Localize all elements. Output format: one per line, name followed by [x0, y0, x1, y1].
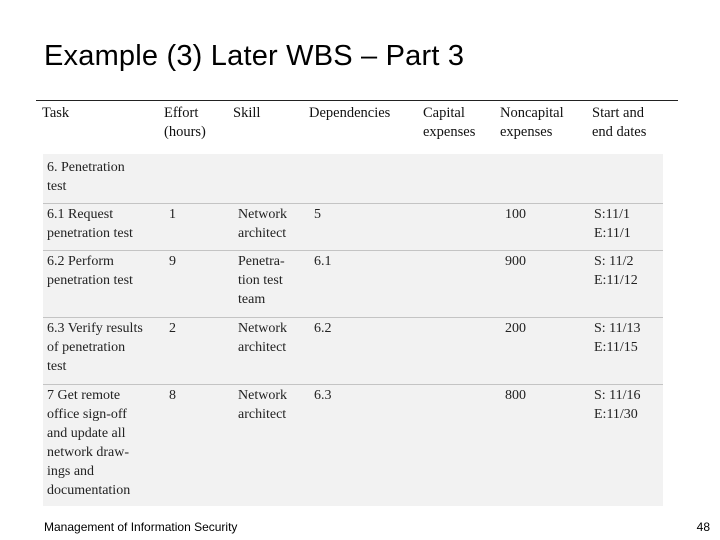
cell-line: penetration test	[47, 273, 133, 288]
cell-skill	[238, 319, 287, 357]
cell-line: penetration test	[47, 226, 133, 241]
cell-start-end-dates	[594, 386, 641, 424]
cell-line: 6.3 Verify results	[47, 321, 143, 336]
header-line: (hours)	[164, 124, 206, 140]
header-task	[42, 104, 69, 123]
cell-line: S: 11/13	[594, 321, 641, 336]
header-start-end-dates	[592, 104, 646, 142]
cell-line: Network	[238, 388, 287, 403]
cell-line: 8	[169, 388, 176, 403]
cell-line: 900	[505, 254, 526, 269]
cell-line: architect	[238, 340, 287, 355]
header-effort	[164, 104, 206, 142]
cell-noncapital-expenses	[505, 252, 526, 271]
cell-line: 7 Get remote	[47, 388, 121, 403]
cell-line: ings and	[47, 464, 95, 479]
row-divider	[43, 384, 663, 385]
cell-line: S: 11/16	[594, 388, 641, 403]
cell-task	[47, 319, 143, 376]
cell-line: E:11/15	[594, 340, 638, 355]
header-line: end dates	[592, 124, 647, 140]
cell-line: 800	[505, 388, 526, 403]
header-line: Task	[42, 105, 70, 121]
cell-line: network draw-	[47, 445, 130, 460]
cell-line: 9	[169, 254, 176, 269]
header-line: Skill	[233, 105, 261, 121]
table-top-rule	[36, 100, 678, 101]
header-line: Start and	[592, 105, 644, 121]
cell-line: 1	[169, 207, 176, 222]
cell-dependencies	[314, 319, 332, 338]
page-number: 48	[696, 520, 710, 534]
cell-line: 100	[505, 207, 526, 222]
row-divider	[43, 250, 663, 251]
cell-effort	[169, 319, 176, 338]
cell-noncapital-expenses	[505, 386, 526, 405]
cell-line: E:11/30	[594, 407, 638, 422]
header-noncapital-expenses	[500, 104, 564, 142]
cell-dependencies	[314, 252, 332, 271]
cell-line: Penetra-	[238, 254, 285, 269]
table-header-row	[36, 104, 678, 154]
header-line: expenses	[423, 124, 476, 140]
cell-skill	[238, 386, 287, 424]
cell-line: 200	[505, 321, 526, 336]
cell-line: E:11/12	[594, 273, 638, 288]
cell-line: S:11/1	[594, 207, 631, 222]
cell-line: Network	[238, 207, 287, 222]
header-line: Capital	[423, 105, 465, 121]
row-divider	[43, 317, 663, 318]
cell-line: architect	[238, 226, 287, 241]
cell-line: 6.2 Perform	[47, 254, 114, 269]
cell-start-end-dates	[594, 205, 631, 243]
cell-line: of penetration	[47, 340, 126, 355]
cell-line: 5	[314, 207, 321, 222]
header-line: Effort	[164, 105, 199, 121]
cell-task	[47, 205, 133, 243]
cell-noncapital-expenses	[505, 205, 526, 224]
header-capital-expenses	[423, 104, 475, 142]
cell-line: test	[47, 179, 67, 194]
cell-dependencies	[314, 205, 321, 224]
cell-effort	[169, 252, 176, 271]
wbs-table	[36, 100, 678, 506]
cell-line: and update all	[47, 426, 126, 441]
cell-line: Network	[238, 321, 287, 336]
header-line: Noncapital	[500, 105, 564, 121]
cell-line: office sign-off	[47, 407, 127, 422]
slide-title: Example (3) Later WBS – Part 3	[44, 40, 465, 72]
cell-line: S: 11/2	[594, 254, 634, 269]
cell-line: documentation	[47, 483, 131, 498]
cell-line: 2	[169, 321, 176, 336]
header-skill	[233, 104, 260, 123]
cell-task	[47, 158, 125, 196]
cell-skill	[238, 205, 287, 243]
cell-line: architect	[238, 407, 287, 422]
row-divider	[43, 203, 663, 204]
cell-line: 6.2	[314, 321, 332, 336]
cell-line: 6.1 Request	[47, 207, 114, 222]
cell-line: test	[47, 359, 67, 374]
cell-noncapital-expenses	[505, 319, 526, 338]
header-dependencies	[309, 104, 390, 123]
cell-line: E:11/1	[594, 226, 631, 241]
cell-skill	[238, 252, 285, 309]
cell-line: 6.3	[314, 388, 332, 403]
cell-task	[47, 252, 133, 290]
header-line: expenses	[500, 124, 553, 140]
cell-dependencies	[314, 386, 332, 405]
cell-effort	[169, 205, 176, 224]
cell-line: 6. Penetration	[47, 160, 125, 175]
cell-start-end-dates	[594, 252, 638, 290]
cell-line: tion test	[238, 273, 283, 288]
cell-task	[47, 386, 130, 500]
cell-effort	[169, 386, 176, 405]
cell-start-end-dates	[594, 319, 641, 357]
cell-line: 6.1	[314, 254, 332, 269]
footer-course-title: Management of Information Security	[44, 520, 238, 534]
cell-line: team	[238, 292, 266, 307]
header-line: Dependencies	[309, 105, 391, 121]
